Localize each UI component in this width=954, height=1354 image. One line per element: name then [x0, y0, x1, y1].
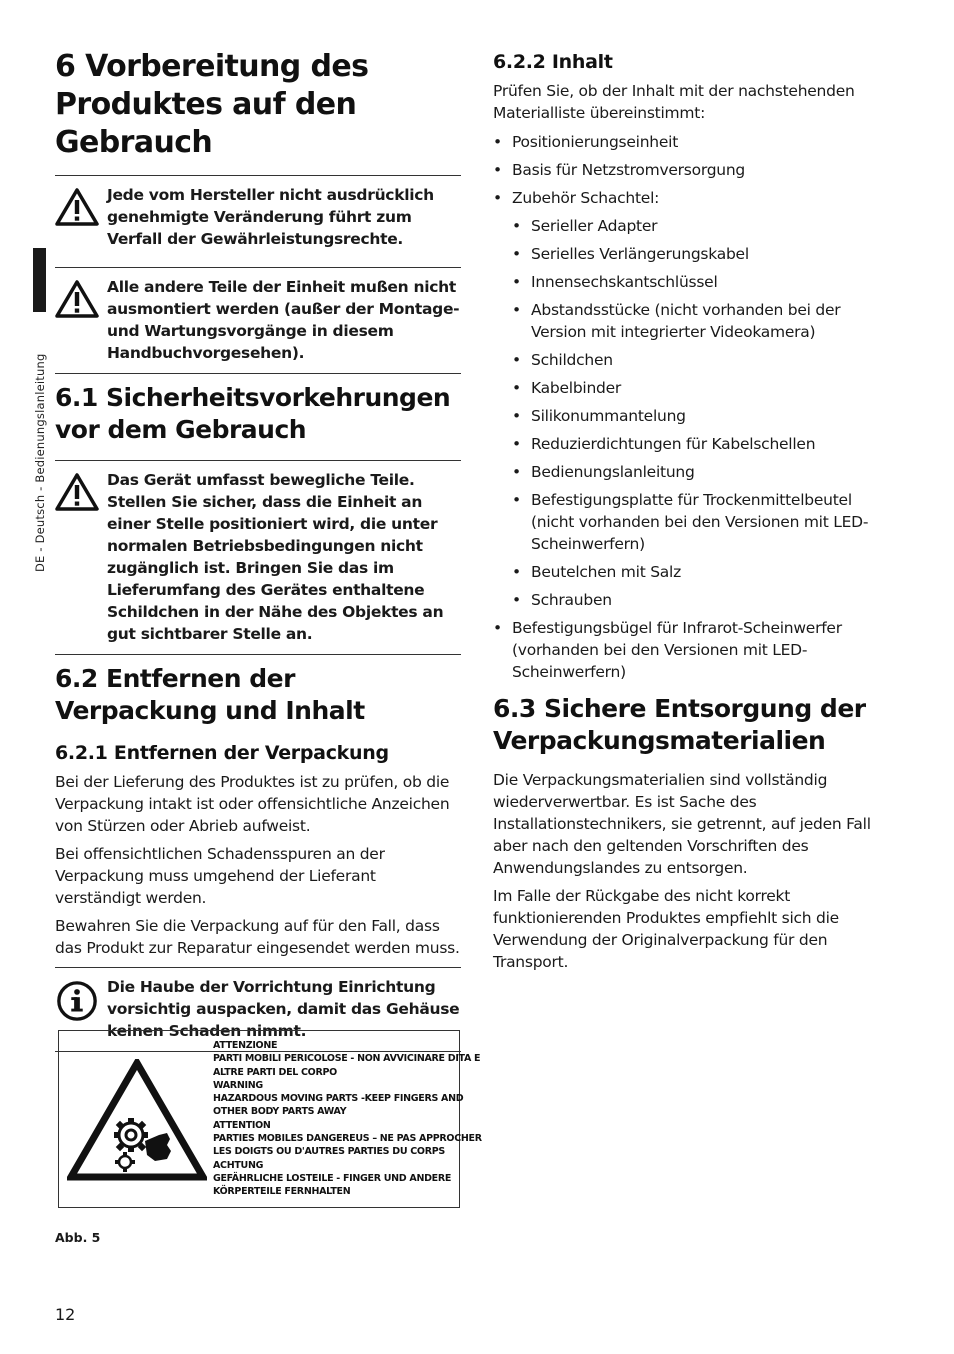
label-line: ATTENTION [213, 1119, 271, 1131]
paragraph: Im Falle der Rückgabe des nicht korrekt funktionierenden Produktes empfiehlt sich die Verwendung der Originalverpackung für den Transport. [493, 887, 839, 971]
hazard-label-figure [58, 1030, 482, 1208]
list-item: • Kabelbinder [512, 377, 878, 399]
label-line: GEFÄHRLICHE LOSTEILE - FINGER UND ANDERE [213, 1172, 452, 1184]
list-item-label: Zubehör Schachtel: [512, 189, 660, 207]
info-text: Die Haube der Vorrichtung Einrichtung vorsichtig auspacken, damit das Gehäuse keinen Schaden nimmt. [107, 978, 460, 1040]
label-line: LES DOIGTS OU D'AUTRES PARTIES DU CORPS [213, 1146, 445, 1158]
section-heading: 6.1 Sicherheitsvorkehrungen vor dem Gebrauch [55, 383, 451, 444]
list-item: • Positionierungseinheit [493, 131, 878, 153]
label-line: PARTI MOBILI PERICOLOSE - NON AVVICINARE DITA E [213, 1053, 481, 1065]
warning-box-disassembly [55, 267, 461, 373]
label-line: OTHER BODY PARTS AWAY [213, 1106, 347, 1118]
label-line: KÖRPERTEILE FERNHALTEN [213, 1186, 351, 1198]
warning-box-moving-parts [55, 460, 461, 655]
list-item: • Schildchen [512, 349, 878, 371]
list-item: • Befestigungsbügel für Infrarot-Scheinwerfer (vorhanden bei den Versionen mit LED-Scheinwerfern) [493, 617, 878, 683]
right-column [493, 50, 878, 973]
moving-parts-hazard-icon [67, 1059, 207, 1181]
warning-icon [55, 473, 99, 511]
label-line: ALTRE PARTI DEL CORPO [213, 1066, 337, 1078]
section-heading: 6.3 Sichere Entsorgung der Verpackungsmaterialien [493, 694, 866, 755]
warning-icon [55, 188, 99, 226]
warning-text: Alle andere Teile der Einheit mußen nicht ausmontiert werden (außer der Montage- und Wartungsvorgänge in diesem Handbuchvorgesehen). [107, 278, 460, 362]
warning-box-modifications [55, 175, 461, 259]
hazard-label-text [213, 1039, 482, 1199]
paragraph: Prüfen Sie, ob der Inhalt mit der nachstehenden Materialliste übereinstimmt: [493, 82, 855, 122]
figure-caption: Abb. 5 [55, 1230, 101, 1245]
section-6-1 [55, 373, 461, 446]
list-item [493, 187, 878, 611]
list-item: • Befestigungsplatte für Trockenmittelbeutel (nicht vorhanden bei den Versionen mit LED-Scheinwerfern) [512, 489, 878, 555]
list-item: • Schrauben [512, 589, 878, 611]
subsection-heading: 6.2.1 Entfernen der Verpackung [55, 742, 389, 764]
list-item: • Reduzierdichtungen für Kabelschellen [512, 433, 878, 455]
side-tab-marker [33, 248, 46, 312]
subsection-heading: 6.2.2 Inhalt [493, 51, 613, 73]
accessory-list [512, 215, 878, 611]
warning-text: Das Gerät umfasst bewegliche Teile. Stellen Sie sicher, dass die Einheit an einer Stelle positioniert wird, die unter normalen Betriebsbedingungen nicht zugänglich ist. Bringen Sie das im Lieferumfang des Gerätes enthaltene Schildchen in der Nähe des Objektes an gut sichtbarer Stelle an. [107, 471, 444, 643]
label-line: ATTENZIONE [213, 1040, 278, 1051]
label-line: ACHTUNG [213, 1159, 264, 1171]
chapter-title: 6 Vorbereitung des Produktes auf den Gebrauch [55, 49, 369, 160]
list-item: • Beutelchen mit Salz [512, 561, 878, 583]
paragraph: Bei der Lieferung des Produktes ist zu prüfen, ob die Verpackung intakt ist oder offensichtliche Anzeichen von Stürzen oder Abrieb aufweist. [55, 773, 450, 835]
section-heading: 6.2 Entfernen der Verpackung und Inhalt [55, 664, 365, 725]
list-item: • Bedienungslanleitung [512, 461, 878, 483]
contents-list [493, 131, 878, 683]
label-line: WARNING [213, 1079, 263, 1091]
list-item: • Silikonummantelung [512, 405, 878, 427]
left-column [55, 48, 461, 1052]
side-language-label: DE - Deutsch - Bedienungslanleitung [33, 353, 47, 572]
page-number: 12 [55, 1305, 76, 1324]
warning-text: Jede vom Hersteller nicht ausdrücklich genehmigte Veränderung führt zum Verfall der Gewährleistungsrechte. [107, 186, 434, 248]
paragraph: Die Verpackungsmaterialien sind vollständig wiederverwertbar. Es ist Sache des Installationstechnikers, sie getrennt, auf jeden Fall aber nach den geltenden Vorschriften des Anwendungslandes zu entsorgen. [493, 771, 871, 877]
paragraph: Bei offensichtlichen Schadensspuren an der Verpackung muss umgehend der Lieferant verständigt werden. [55, 845, 385, 907]
paragraph: Bewahren Sie die Verpackung auf für den Fall, dass das Produkt zur Reparatur eingesendet werden muss. [55, 917, 460, 957]
list-item: • Abstandsstücke (nicht vorhanden bei der Version mit integrierter Videokamera) [512, 299, 878, 343]
list-item: • Basis für Netzstromversorgung [493, 159, 878, 181]
list-item: • Serieller Adapter [512, 215, 878, 237]
label-line: PARTIES MOBILES DANGEREUS – NE PAS APPROCHER [213, 1133, 482, 1145]
label-line: HAZARDOUS MOVING PARTS -KEEP FINGERS AND [213, 1093, 464, 1105]
list-item: • Innensechskantschlüssel [512, 271, 878, 293]
list-item: • Serielles Verlängerungskabel [512, 243, 878, 265]
info-icon [55, 980, 99, 1022]
warning-icon [55, 280, 99, 318]
